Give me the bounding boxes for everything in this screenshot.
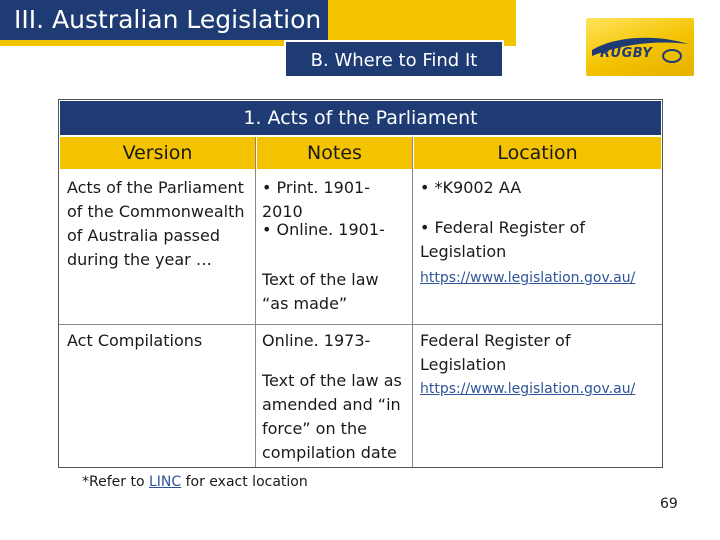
footnote-prefix: *Refer to (82, 474, 149, 490)
footnote-suffix: for exact location (181, 474, 308, 490)
row2-location-url (420, 377, 660, 401)
row1-version: Acts of the Parliament of the Commonwealth of Australia passed during the year … (67, 178, 245, 269)
column-header-version: Version (60, 137, 255, 169)
column-header-notes: Notes (257, 137, 412, 169)
row1-location-register: • Federal Register of Legislation (420, 218, 585, 261)
row-divider (59, 324, 662, 325)
footnote (82, 474, 308, 490)
row1-notes-print: • Print. 1901-2010 (262, 178, 370, 221)
legislation-table (58, 99, 663, 468)
legislation-link[interactable]: https://www.legislation.gov.au/ (420, 270, 636, 286)
slide-subtitle: B. Where to Find It (284, 40, 504, 78)
row2-notes-text: Text of the law as amended and “in force” on the compilation date (262, 371, 402, 462)
column-divider (255, 137, 256, 467)
row1-notes-online: • Online. 1901- (262, 220, 385, 239)
rugby-logo (586, 18, 694, 76)
column-header-location: Location (414, 137, 661, 169)
linc-link[interactable]: LINC (148, 474, 182, 490)
row1-location-url (420, 266, 660, 290)
column-divider (412, 137, 413, 467)
row2-notes-online: Online. 1973- (262, 331, 371, 350)
table-heading: 1. Acts of the Parliament (60, 101, 661, 135)
row2-location-register: Federal Register of Legislation (420, 331, 571, 374)
legislation-link[interactable]: https://www.legislation.gov.au/ (420, 381, 636, 397)
page-number: 69 (660, 496, 678, 512)
row2-version: Act Compilations (67, 331, 203, 350)
row1-notes-text: Text of the law “as made” (262, 270, 379, 313)
slide-title: III. Australian Legislation (0, 0, 328, 40)
row1-location-callnumber: • *K9002 AA (420, 178, 522, 197)
logo-text: RUGBY (600, 46, 653, 61)
